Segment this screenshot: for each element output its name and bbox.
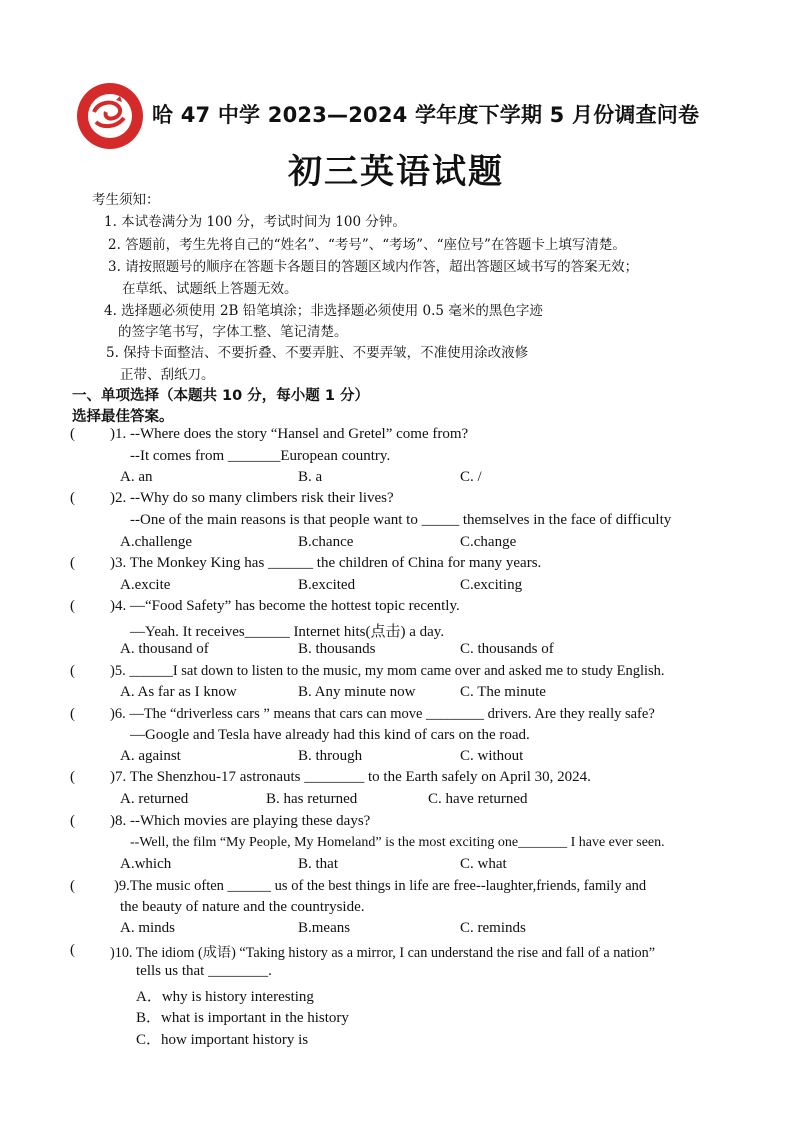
option-b: B.chance <box>298 534 354 550</box>
option-c: C．how important history is <box>136 1032 309 1048</box>
answer-paren: ( <box>70 555 75 571</box>
question-stem: )2. --Why do so many climbers risk their lives? <box>110 490 394 506</box>
option-b: B. thousands <box>298 641 376 657</box>
question-stem: )10. The idiom (成语) “Taking history as a mirror, I can understand the rise and fall of a nation” <box>110 945 656 961</box>
option-c: C. / <box>460 469 482 485</box>
option-a: A. As far as I know <box>120 684 237 700</box>
answer-paren: ( <box>70 426 75 442</box>
notice-line: 在草纸、试题纸上答题无效。 <box>122 281 298 297</box>
option-a: A.which <box>120 856 172 872</box>
option-a: A. thousand of <box>120 641 209 657</box>
option-a: A.excite <box>120 577 171 593</box>
question-continuation: tells us that ________. <box>136 963 272 979</box>
exam-subtitle: 初三英语试题 <box>288 152 504 192</box>
question-stem: )4. —“Food Safety” has become the hottest topic recently. <box>110 598 460 614</box>
notice-line: 正带、刮纸刀。 <box>120 367 215 383</box>
notice-line: 4. 选择题必须使用 2B 铅笔填涂；非选择题必须使用 0.5 毫米的黑色字迹 <box>104 303 543 319</box>
option-b: B.excited <box>298 577 356 593</box>
question-stem: )8. --Which movies are playing these days? <box>110 813 371 829</box>
option-c: C.change <box>460 534 517 550</box>
option-a: A. against <box>120 748 181 764</box>
question-dialog: --Well, the film “My People, My Homeland” is the most exciting one_______ I have ever seen. <box>130 835 665 850</box>
question-dialog: —Yeah. It receives______ Internet hits(点击) a day. <box>130 624 445 640</box>
exam-title: 哈 47 中学 2023—2024 学年度下学期 5 月份调查问卷 <box>152 103 700 127</box>
notice-line: 3. 请按照题号的顺序在答题卡各题目的答题区域内作答，超出答题区域书写的答案无效； <box>108 259 639 275</box>
option-c: C. The minute <box>460 684 546 700</box>
notice-line: 2. 答题前，考生先将自己的“姓名”、“考号”、“考场”、“座位号”在答题卡上填写清楚。 <box>108 237 626 253</box>
answer-paren: ( <box>70 663 75 679</box>
option-a: A. an <box>120 469 153 485</box>
answer-paren: ( <box>70 813 75 829</box>
answer-paren: ( <box>70 878 75 894</box>
section-title: 一、单项选择（本题共 10 分，每小题 1 分） <box>72 388 369 404</box>
question-dialog: --One of the main reasons is that people want to _____ themselves in the face of difficulty <box>130 512 672 528</box>
section-instruction: 选择最佳答案。 <box>72 409 174 425</box>
question-stem: )3. The Monkey King has ______ the children of China for many years. <box>110 555 542 571</box>
question-stem: )1. --Where does the story “Hansel and Gretel” come from? <box>110 426 469 442</box>
option-b: B. has returned <box>266 791 358 807</box>
answer-paren: ( <box>70 769 75 785</box>
answer-paren: ( <box>70 706 75 722</box>
option-b: B.means <box>298 920 351 936</box>
answer-paren: ( <box>70 942 75 958</box>
option-c: C. reminds <box>460 920 526 936</box>
option-b: B. Any minute now <box>298 684 416 700</box>
option-c: C. thousands of <box>460 641 554 657</box>
notice-line: 的签字笔书写，字体工整、笔记清楚。 <box>118 324 348 340</box>
question-stem: )9.The music often ______ us of the best things in life are free--laughter,friends, family and <box>114 878 647 894</box>
question-stem: )6. —The “driverless cars ” means that cars can move ________ drivers. Are they really safe? <box>110 706 655 722</box>
option-b: B. that <box>298 856 338 872</box>
question-dialog: --It comes from _______European country. <box>130 448 391 464</box>
option-c: C.exciting <box>460 577 523 593</box>
option-a: A.challenge <box>120 534 193 550</box>
option-a: A．why is history interesting <box>136 989 314 1005</box>
question-stem: )5. ______I sat down to listen to the music, my mom came over and asked me to study English. <box>110 663 665 679</box>
option-a: A. minds <box>120 920 176 936</box>
question-stem: )7. The Shenzhou-17 astronauts ________ to the Earth safely on April 30, 2024. <box>110 769 591 785</box>
answer-paren: ( <box>70 598 75 614</box>
notice-line: 1. 本试卷满分为 100 分，考试时间为 100 分钟。 <box>104 214 406 230</box>
option-b: B. through <box>298 748 363 764</box>
option-c: C. have returned <box>428 791 528 807</box>
answer-paren: ( <box>70 490 75 506</box>
option-c: C. without <box>460 748 524 764</box>
notice-line: 5. 保持卡面整洁、不要折叠、不要弄脏、不要弄皱，不准使用涂改液修 <box>106 345 529 361</box>
school-logo <box>76 82 144 150</box>
option-a: A. returned <box>120 791 189 807</box>
question-continuation: the beauty of nature and the countryside. <box>120 899 365 915</box>
option-b: B．what is important in the history <box>136 1010 349 1026</box>
question-dialog: —Google and Tesla have already had this kind of cars on the road. <box>130 727 530 743</box>
option-c: C. what <box>460 856 507 872</box>
option-b: B. a <box>298 469 323 485</box>
notice-heading: 考生须知： <box>92 192 160 208</box>
